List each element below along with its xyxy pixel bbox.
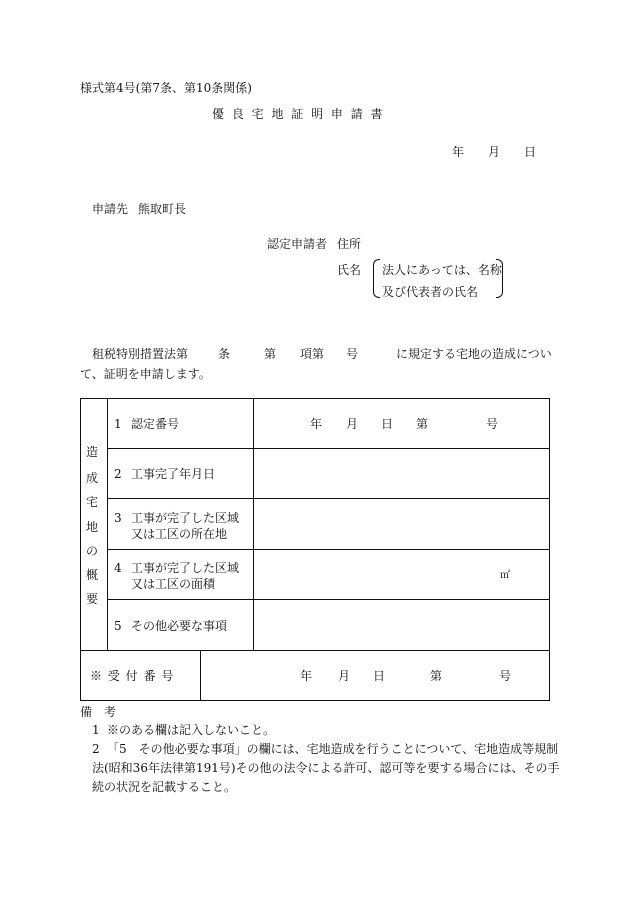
date-year: 年 — [452, 145, 465, 159]
row3-label: 工事が完了した区域 — [131, 511, 240, 525]
row4-number: 4 — [114, 561, 122, 575]
form-number-label: 様式第4号(第7条、第10条関係) — [80, 81, 252, 95]
statement-part3: 第 — [264, 347, 277, 361]
page-title: 優 良 宅 地 証 明 申 請 書 — [212, 107, 385, 121]
cert-no: 第 — [416, 417, 429, 431]
note2-text: 「5 その他必要な事項」の欄には、宅地造成を行うことについて、宅地造成等規制 — [107, 742, 559, 756]
area-unit: ㎡ — [500, 570, 510, 581]
note1-text: ※のある欄は記入しないこと。 — [107, 723, 276, 737]
side-char-6: 概 — [86, 568, 99, 582]
row3-number: 3 — [114, 511, 122, 525]
row5-label: その他必要な事項 — [131, 619, 228, 633]
side-char-3: 宅 — [86, 495, 99, 509]
side-char-1: 造 — [86, 445, 99, 459]
reception-no: 第 — [430, 669, 443, 683]
statement-part4: 項第 — [300, 347, 325, 361]
note1-number: 1 — [92, 723, 100, 737]
reception-label: ※ 受 付 番 号 — [90, 669, 175, 683]
note2-text-line3: 続の状況を記載すること。 — [92, 780, 237, 794]
reception-day: 日 — [373, 669, 386, 683]
side-char-4: 地 — [86, 520, 99, 534]
statement-part1: 租税特別措置法第 — [92, 347, 189, 361]
reception-month: 月 — [338, 669, 351, 683]
left-bracket — [373, 259, 380, 298]
reception-go: 号 — [499, 669, 512, 683]
cert-month: 月 — [346, 417, 359, 431]
side-char-7: 要 — [86, 592, 99, 606]
name-label: 氏名 — [337, 263, 362, 277]
row2-number: 2 — [114, 467, 122, 481]
note2-text-line2: 法(昭和36年法律第191号)その他の法令による許可、認可等を要する場合には、その手 — [92, 761, 560, 775]
reception-year: 年 — [300, 669, 313, 683]
applicant-title: 認定申請者 — [267, 237, 328, 251]
row1-label: 認定番号 — [131, 417, 180, 431]
row4-label-line2: 又は工区の面積 — [131, 577, 216, 591]
side-char-2: 成 — [86, 471, 99, 485]
statement-line2: て、証明を申請します。 — [80, 367, 211, 381]
row2-label: 工事完了年月日 — [131, 467, 216, 481]
recipient-label: 申請先 — [92, 202, 129, 216]
date-month: 月 — [488, 145, 501, 159]
statement-part2: 条 — [218, 347, 231, 361]
row4-label: 工事が完了した区域 — [131, 561, 240, 575]
cert-year: 年 — [310, 417, 323, 431]
address-label: 住所 — [337, 237, 362, 251]
row3-label-line2: 又は工区の所在地 — [131, 527, 228, 541]
notes-heading: 備 考 — [80, 705, 117, 719]
row1-number: 1 — [114, 417, 122, 431]
side-char-5: の — [86, 544, 99, 558]
cert-day: 日 — [381, 417, 394, 431]
cert-go: 号 — [486, 417, 499, 431]
corp-note-line1: 法人にあっては、名称 — [382, 263, 502, 277]
statement-part6: に規定する宅地の造成につい — [396, 347, 552, 361]
note2-number: 2 — [92, 742, 100, 756]
corp-note-line2: 及び代表者の氏名 — [382, 285, 479, 299]
statement-part5: 号 — [346, 347, 359, 361]
date-day: 日 — [524, 145, 537, 159]
row5-number: 5 — [114, 619, 122, 633]
summary-table — [80, 398, 550, 701]
recipient-name: 熊取町長 — [138, 202, 187, 216]
